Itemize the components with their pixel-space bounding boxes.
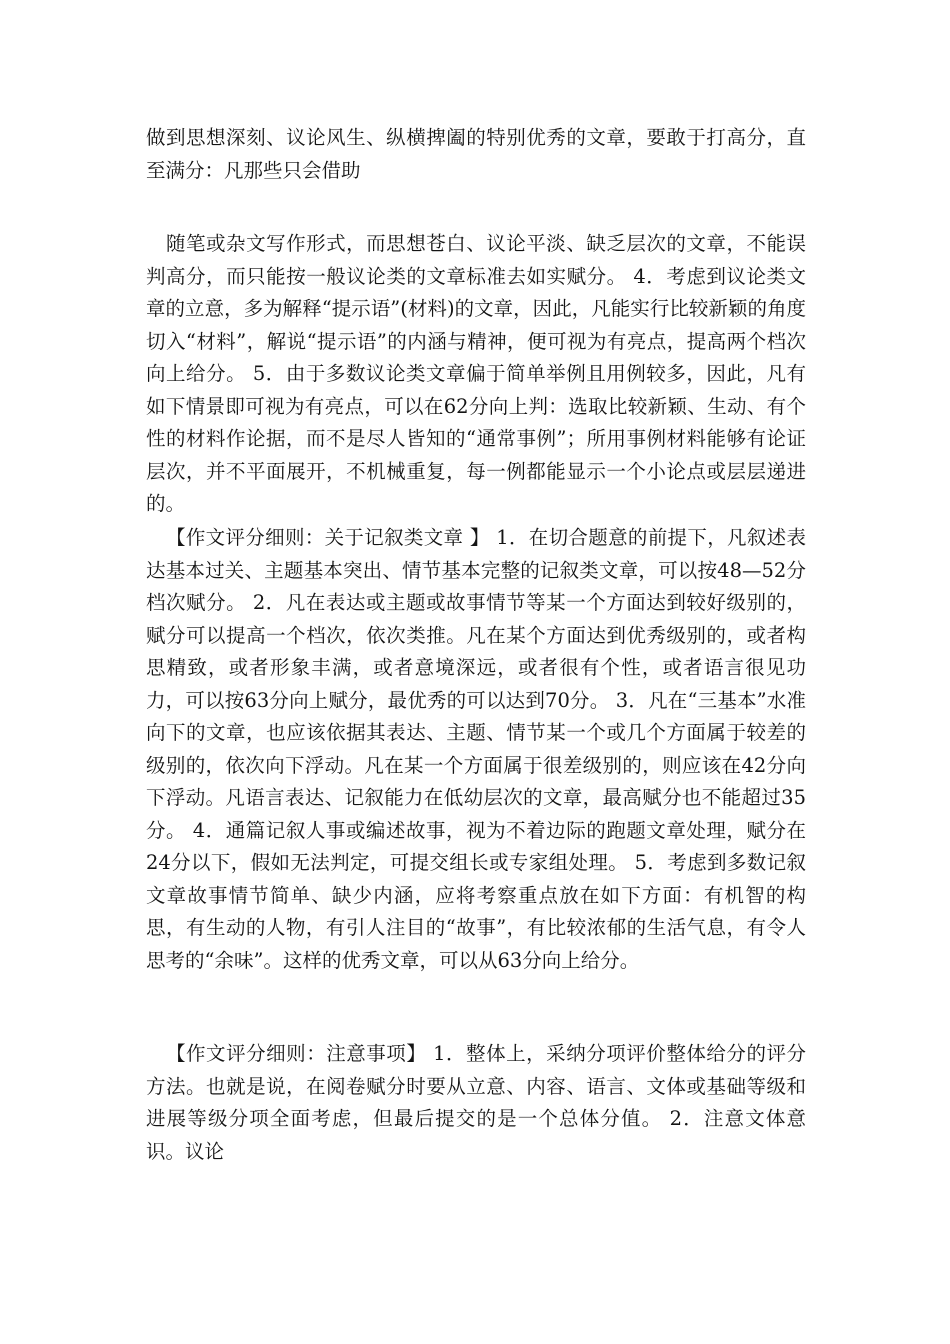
- paragraph-argument-scoring-end: 做到思想深刻、议论风生、纵横捭阖的特别优秀的文章，要敢于打高分，直至满分：凡那些只会借助: [146, 126, 806, 182]
- paragraph-narrative-scoring-rules: 【作文评分细则：关于记叙类文章 】 1．在切合题意的前提下，凡叙述表达基本过关、主题基本突出、情节基本完整的记叙类文章，可以按48—52分档次赋分。 2．凡在表达或主题或故事情节等某一个方面达到较好级别的，赋分可以提高一个档次，依次类推。凡在某个方面达到优秀级别的，或者构思精致，或者形象丰满，或者意境深远，或者很有个性，或者语言很见功力，可以按63分向上赋分，最优秀的可以达到70分。 3．凡在“三基本”水准向下的文章，也应该依据其表达、主题、情节某一个或几个方面属于较差的级别的，依次向下浮动。凡在某一个方面属于很差级别的，则应该在42分向下浮动。凡语言表达、记叙能力在低幼层次的文章，最高赋分也不能超过35分。 4．通篇记叙人事或编述故事，视为不着边际的跑题文章处理，赋分在24分以下，假如无法判定，可提交组长或专家组处理。 5．考虑到多数记叙文章故事情节简单、缺少内涵，应将考察重点放在如下方面：有机智的构思，有生动的人物，有引人注目的“故事”，有比较浓郁的生活气息，有令人思考的“余味”。这样的优秀文章，可以从63分向上给分。: [146, 526, 806, 972]
- paragraph-scoring-notes: 【作文评分细则：注意事项】 1．整体上，采纳分项评价整体给分的评分方法。也就是说，在阅卷赋分时要从立意、内容、语言、文体或基础等级和进展等级分项全面考虑，但最后提交的是一个总体分值。 2．注意文体意识。议论: [146, 1042, 806, 1163]
- paragraph-argument-scoring-details: 随笔或杂文写作形式，而思想苍白、议论平淡、缺乏层次的文章，不能误判高分，而只能按一般议论类的文章标准去如实赋分。 4．考虑到议论类文章的立意，多为解释“提示语”(材料)的文章，因此，凡能实行比较新颖的角度切入“材料”，解说“提示语”的内涵与精神，便可视为有亮点，提高两个档次向上给分。 5．由于多数议论类文章偏于简单举例且用例较多，因此，凡有如下情景即可视为有亮点，可以在62分向上判：选取比较新颖、生动、有个性的材料作论据，而不是尽人皆知的“通常事例”；所用事例材料能够有论证层次，并不平面展开，不机械重复，每一例都能显示一个小论点或层层递进的。: [146, 232, 806, 515]
- document-page: [146, 0, 806, 1344]
